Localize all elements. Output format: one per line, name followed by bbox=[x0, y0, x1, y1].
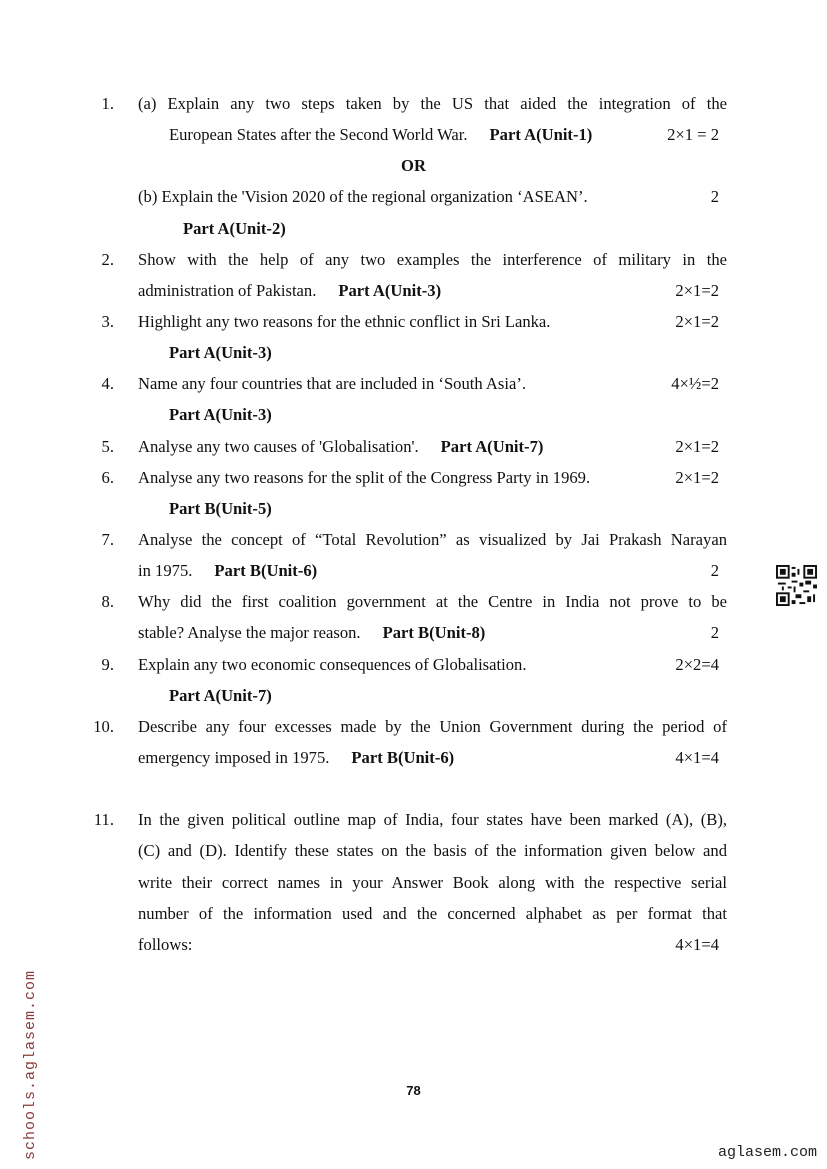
question-list bbox=[0, 88, 827, 960]
marks: 2×1=2 bbox=[675, 280, 719, 300]
footer-watermark: aglasem.com bbox=[717, 1144, 817, 1161]
question-11-line-1 bbox=[0, 804, 827, 835]
part-label: Part A(Unit-7) bbox=[169, 685, 272, 705]
or-separator bbox=[0, 150, 827, 181]
marks: 2×1=2 bbox=[675, 311, 719, 331]
or-label: OR bbox=[401, 156, 426, 176]
question-text: Describe any four excesses made by the Union Government during the period of bbox=[138, 716, 727, 736]
question-number: 5. bbox=[101, 436, 114, 456]
question-number: 7. bbox=[101, 529, 114, 549]
question-text: In the given political outline map of India, four states have been marked (A), (B), bbox=[138, 810, 727, 830]
marks: 2 bbox=[710, 623, 719, 643]
question-text: emergency imposed in 1975. bbox=[138, 747, 330, 767]
question-number: 10. bbox=[93, 716, 114, 736]
question-7-line-1 bbox=[0, 524, 827, 555]
question-1-line-1 bbox=[0, 88, 827, 119]
question-6-line-1 bbox=[0, 462, 827, 493]
question-1-line-2 bbox=[0, 119, 827, 150]
question-number: 9. bbox=[101, 654, 114, 674]
question-text: number of the information used and the concerned alphabet as per format that bbox=[138, 903, 727, 923]
question-1b-part bbox=[0, 213, 827, 244]
question-8-line-2 bbox=[0, 617, 827, 648]
question-text: in 1975. bbox=[138, 561, 193, 581]
question-11-line-3 bbox=[0, 867, 827, 898]
question-7-line-2 bbox=[0, 555, 827, 586]
question-11-line-5 bbox=[0, 929, 827, 960]
part-label: Part B(Unit-6) bbox=[351, 747, 455, 767]
question-number: 3. bbox=[101, 311, 114, 331]
blank-line bbox=[0, 773, 827, 804]
question-text: stable? Analyse the major reason. bbox=[138, 623, 361, 643]
question-2-line-2 bbox=[0, 275, 827, 306]
marks: 2×1=2 bbox=[675, 436, 719, 456]
marks: 2×2=4 bbox=[675, 654, 719, 674]
question-number: 8. bbox=[101, 592, 114, 612]
marks: 4×1=4 bbox=[675, 934, 719, 954]
question-text: administration of Pakistan. bbox=[138, 280, 317, 300]
question-9-line-1 bbox=[0, 649, 827, 680]
question-6-part bbox=[0, 493, 827, 524]
question-text: (b) Explain the 'Vision 2020 of the regional organization ‘ASEAN’. bbox=[138, 187, 588, 207]
question-number: 4. bbox=[101, 374, 114, 394]
part-label: Part B(Unit-5) bbox=[169, 498, 272, 518]
question-1b-line-1 bbox=[0, 181, 827, 212]
marks: 4×1=4 bbox=[675, 747, 719, 767]
part-label: Part A(Unit-3) bbox=[169, 405, 272, 425]
question-number: 1. bbox=[101, 94, 114, 113]
question-text: European States after the Second World War. bbox=[169, 125, 468, 145]
question-9-part bbox=[0, 680, 827, 711]
question-text: follows: bbox=[138, 934, 193, 954]
question-text: Analyse any two reasons for the split of the Congress Party in 1969. bbox=[138, 467, 591, 487]
question-text: Why did the first coalition government at the Centre in India not prove to be bbox=[138, 592, 727, 612]
marks: 2×1 = 2 bbox=[667, 125, 719, 145]
question-11-line-2 bbox=[0, 835, 827, 866]
question-text: Analyse any two causes of 'Globalisation'. bbox=[138, 436, 419, 456]
question-3-line-1 bbox=[0, 306, 827, 337]
part-label: Part B(Unit-6) bbox=[214, 561, 318, 581]
part-label: Part A(Unit-3) bbox=[338, 280, 442, 300]
marks: 4×½=2 bbox=[671, 374, 719, 394]
question-4-part bbox=[0, 399, 827, 430]
page-number: 78 bbox=[406, 1083, 421, 1098]
question-number: 2. bbox=[101, 249, 114, 269]
part-label: Part A(Unit-7) bbox=[440, 436, 544, 456]
part-label: Part A(Unit-2) bbox=[183, 218, 286, 238]
question-number: 6. bbox=[101, 467, 114, 487]
part-label: Part A(Unit-1) bbox=[489, 125, 593, 145]
question-5-line-1 bbox=[0, 431, 827, 462]
question-3-part bbox=[0, 337, 827, 368]
question-text: Analyse the concept of “Total Revolution” as visualized by Jai Prakash Narayan bbox=[138, 529, 727, 549]
question-8-line-1 bbox=[0, 586, 827, 617]
question-number: 11. bbox=[93, 810, 114, 830]
side-watermark: schools.aglasem.com bbox=[22, 969, 39, 1160]
part-label: Part B(Unit-8) bbox=[382, 623, 486, 643]
question-text: Name any four countries that are included in ‘South Asia’. bbox=[138, 374, 527, 394]
question-text: write their correct names in your Answer Book along with the respective serial bbox=[138, 872, 727, 892]
question-text: (a) Explain any two steps taken by the US that aided the integration of the bbox=[138, 94, 727, 113]
question-11-line-4 bbox=[0, 898, 827, 929]
marks: 2 bbox=[710, 561, 719, 581]
question-text: Explain any two economic consequences of Globalisation. bbox=[138, 654, 527, 674]
question-text: (C) and (D). Identify these states on the basis of the information given below and bbox=[138, 841, 727, 861]
part-label: Part A(Unit-3) bbox=[169, 343, 272, 363]
question-4-line-1 bbox=[0, 368, 827, 399]
marks: 2×1=2 bbox=[675, 467, 719, 487]
question-2-line-1 bbox=[0, 244, 827, 275]
qr-code-icon bbox=[776, 565, 817, 606]
question-text: Highlight any two reasons for the ethnic conflict in Sri Lanka. bbox=[138, 311, 551, 331]
question-10-line-2 bbox=[0, 742, 827, 773]
question-10-line-1 bbox=[0, 711, 827, 742]
question-text: Show with the help of any two examples the interference of military in the bbox=[138, 249, 727, 269]
marks: 2 bbox=[710, 187, 719, 207]
